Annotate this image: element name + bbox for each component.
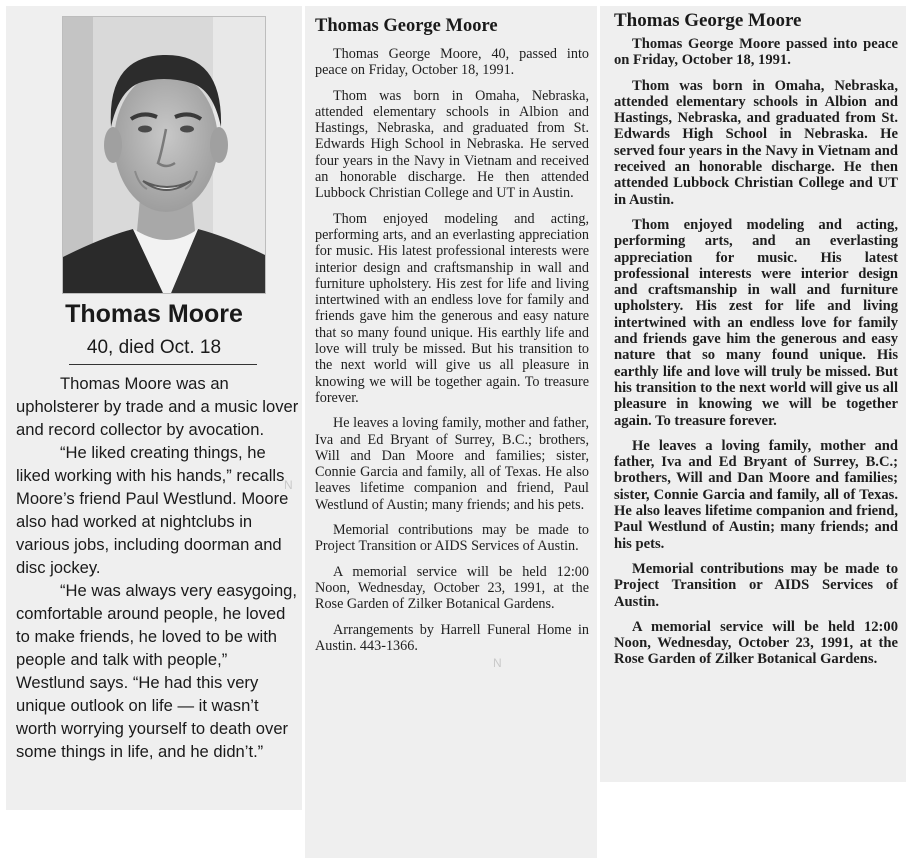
obituary-clipping-photo: [6, 6, 302, 810]
obituary-headline: Thomas George Moore: [614, 10, 802, 31]
watermark-letter: N: [493, 656, 502, 670]
article-paragraph: “He liked creating things, he liked working with his hands,” recalls Moore’s friend Paul Westlund. Moore also had worked at nightclubs in various jobs, including doorman and disc jockey.: [16, 443, 289, 577]
obituary-paragraph: Arrangements by Harrell Funeral Home in Austin. 443-1366.: [315, 621, 589, 654]
obituary-clipping-bold: [600, 6, 906, 782]
obituary-paragraph: Thomas George Moore passed into peace on Friday, October 18, 1991.: [614, 36, 898, 69]
obituary-paragraph: Thom enjoyed modeling and acting, performing arts, and an everlasting appreciation for music. His latest professional interests were interior design and craftsmanship in wall and furniture upholstery. His zest for life and living intertwined with an endless love for family and friends gave him the generous and easy nature that so many found unique. His earthly life and love will truly be missed. But his transition to the next world will give us all pleasure in knowing we will be together again. To treasure forever.: [614, 216, 898, 429]
deceased-name: Thomas Moore: [65, 300, 243, 328]
obituary-paragraph: A memorial service will be held 12:00 Noon, Wednesday, October 23, 1991, at the Rose Garden of Zilker Botanical Gardens.: [614, 618, 898, 668]
obituary-paragraph: A memorial service will be held 12:00 Noon, Wednesday, October 23, 1991, at the Rose Garden of Zilker Botanical Gardens.: [315, 563, 589, 613]
obituary-paragraph: Memorial contributions may be made to Project Transition or AIDS Services of Austin.: [614, 560, 898, 610]
watermark-letter: N: [284, 478, 293, 492]
obituary-paragraph: Thom was born in Omaha, Nebraska, attended elementary schools in Albion and Hastings, Nebraska, and graduated from St. Edwards High School in Nebraska. He served four years in the Navy in Vietnam and received an honorable discharge. He then attended Lubbock Christian College and UT in Austin.: [614, 77, 898, 208]
obituary-headline: Thomas George Moore: [315, 16, 498, 36]
obituary-paragraph: He leaves a loving family, mother and father, Iva and Ed Bryant of Surrey, B.C.; brothers, Will and Dan Moore and families; sister, Connie Garcia and family, all of Texas. He also leaves lifetime companion and friend, Paul Westlund of Austin; many friends; and his pets.: [614, 437, 898, 552]
obituary-paragraph: He leaves a loving family, mother and father, Iva and Ed Bryant of Surrey, B.C.; brothers, Will and Dan Moore and families; sister, Connie Garcia and family, all of Texas. He also leaves lifetime companion and friend, Paul Westlund of Austin; many friends; and his pets.: [315, 415, 589, 513]
article-paragraph: Thomas Moore was an upholsterer by trade and a music lover and record collector by avocation.: [16, 374, 299, 439]
obituary-clipping-paid: [305, 6, 597, 858]
obituary-body: [315, 46, 589, 663]
obituary-paragraph: Thomas George Moore, 40, passed into peace on Friday, October 18, 1991.: [315, 46, 589, 79]
obituary-paragraph: Thom enjoyed modeling and acting, performing arts, and an everlasting appreciation for music. His latest professional interests were interior design and craftsmanship in wall and furniture upholstery. His zest for life and living intertwined with an endless love for family and friends gave him the generous and easy nature that so many found unique. His earthly life and love will truly be missed. But his transition to the next world will give us all pleasure in knowing we will be together again. To treasure forever.: [315, 210, 589, 406]
article-paragraph: “He was always very easygoing, comfortable around people, he loved to make friends, he loved to be with people and talk with people,” Westlund says. “He had this very unique outlook on life — it wasn’t worth worrying yourself to death over some things in life, and he didn’t.”: [16, 581, 298, 761]
obituary-paragraph: Memorial contributions may be made to Project Transition or AIDS Services of Austin.: [315, 522, 589, 555]
portrait-photo: [62, 16, 266, 294]
age-and-date: 40, died Oct. 18: [86, 337, 222, 358]
article-body: [16, 372, 300, 763]
obituary-body: [614, 36, 898, 677]
portrait-image: [63, 17, 265, 293]
divider-rule: [69, 364, 257, 365]
obituary-paragraph: Thom was born in Omaha, Nebraska, attended elementary schools in Albion and Hastings, Nebraska, and graduated from St. Edwards High School in Nebraska. He served four years in the Navy in Vietnam and received an honorable discharge. He then attended Lubbock Christian College and UT in Austin.: [315, 87, 589, 202]
